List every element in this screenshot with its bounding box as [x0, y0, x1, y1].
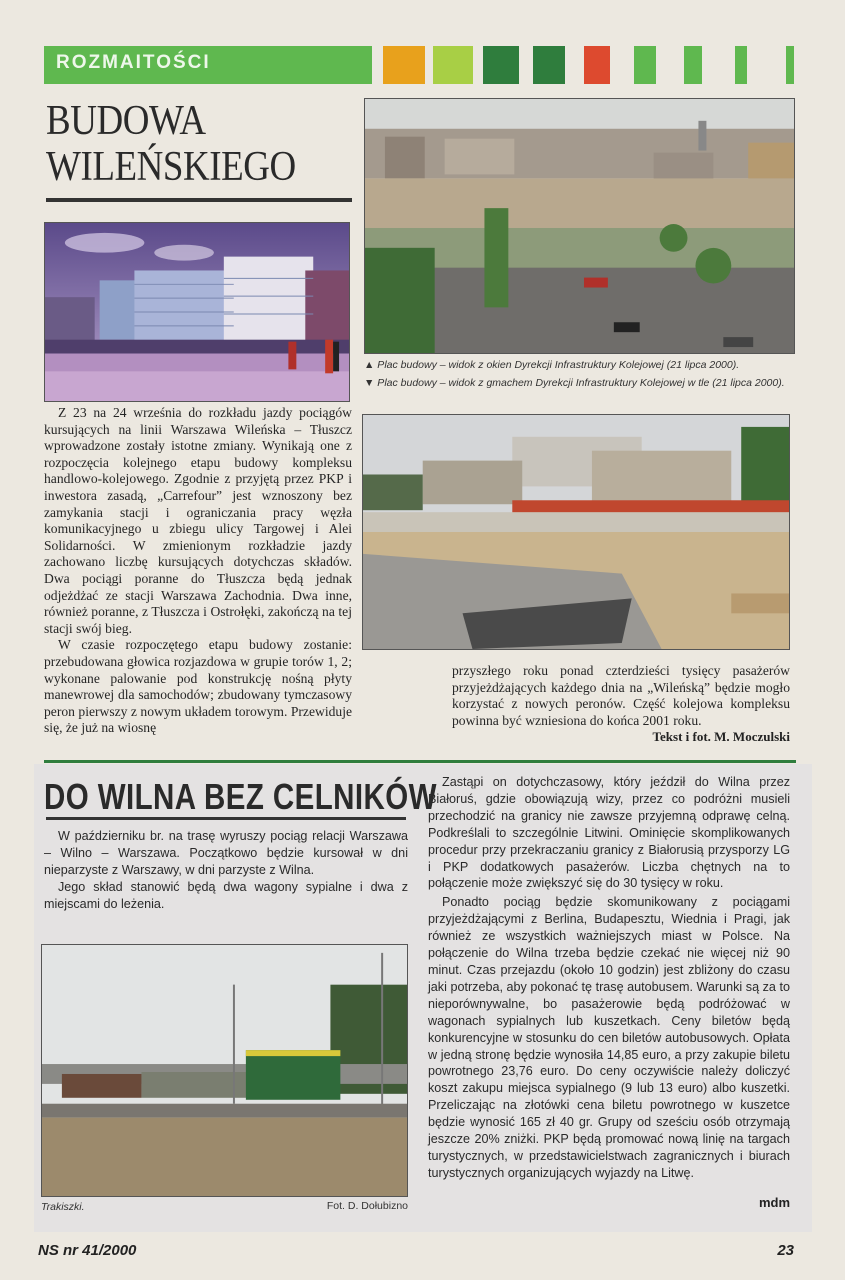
- architectural-rendering-image: [44, 222, 350, 402]
- color-square: [684, 46, 702, 84]
- train-photo: [41, 944, 408, 1197]
- color-square: [433, 46, 473, 84]
- article1-paragraph-2: W czasie rozpoczętego etapu budowy zostanie: przebudowana głowica rozjazdowa w grupie torów 1, 2; wykonane palowanie pod konstrukcję nośną płyty manewrowej dla samochodów; zbudowany tymczasowy peron pierwszy z nowym układem torowym. Przewiduje się, że już na wiosnę: [44, 637, 352, 736]
- construction-site-photo: [364, 98, 795, 354]
- section-divider: [44, 760, 796, 763]
- article2-column-right: [428, 774, 790, 1182]
- issue-number: NS nr 41/2000: [38, 1242, 137, 1259]
- headline-line-1: BUDOWA: [46, 98, 206, 144]
- article2-headline-rule: [46, 817, 406, 820]
- article2-paragraph-1: W październiku br. na trasę wyruszy pociąg relacji Warszawa – Wilno – Warszawa. Początkowo będzie kursował w dni nieparzyste z Warszawy, w dni parzyste z Wilna.: [44, 829, 408, 877]
- article2-paragraph-3: Zastąpi on dotychczasowy, który jeździł do Wilna przez Białoruś, gdzie obowiązują wizy, przez co podróżni musieli przechodzić na granicy nie zawsze przyjemną odprawę celną. Podkreślali to szczególnie Litwini. Ominięcie skomplikowanych procedur przy przekraczaniu granicy z Białorusią przysporzy LG i PKP dodatkowych pasażerów. Liczba chętnych na to połączenie może zwiększyć się do 30 tysięcy w roku.: [428, 775, 790, 891]
- article1-column-right: [452, 663, 790, 729]
- color-square: [584, 46, 610, 84]
- color-square: [533, 46, 565, 84]
- article1-paragraph-1: Z 23 na 24 września do rozkładu jazdy pociągów kursujących na linii Warszawa Wileńska – Tłuszcz wprowadzone zostały istotne zmiany. Wynikają one z rozpoczęcia kolejnego etapu budowy kompleksu handlowo-kolejowego. Zgodnie z przyjętą przez PKP i inwestora zasadą, „Carrefour” jest wznoszony bez zamykania stacji i ograniczania pracy węzła komunikacyjnego u zbiegu ulicy Targowej i Alei Solidarności. W zmienionym rozkładzie jazdy zachowano liczbę kursujących dotychczas składów. Dwa pociągi poranne do Tłuszcza będą jednak odjeżdżać ze stacji Warszawa Zachodnia. Dwa inne, również poranne, z Tłuszcza i Ostrołęki, zakończą na tej stacji swój bieg.: [44, 405, 352, 636]
- article2-intro: [44, 828, 408, 913]
- headline-rule: [46, 198, 352, 202]
- bottom-photo-caption: ▼ Plac budowy – widok z gmachem Dyrekcji Infrastruktury Kolejowej w tle (21 lipca 2000).: [364, 377, 785, 389]
- page-number: 23: [777, 1242, 794, 1259]
- train-photo-caption: Trakiszki.: [41, 1201, 85, 1213]
- color-square: [634, 46, 656, 84]
- article2-paragraph-4: Ponadto pociąg będzie skomunikowany z pociągami przyjeżdżającymi z Berlina, Budapesztu, Wiednia i Pragi, jak również ze wszystkich ważniejszych miast w Polsce. Na połączenie do Wilna trzeba będzie czekać nie więcej niż 90 minut. Czas przejazdu (około 10 godzin) jest zbliżony do czasu jaki potrzeba, aby pokonać tę trasę autobusem. Warunki są za to nieporównywalne, bo pasażerowie będą podróżować w wagonach sypialnych lub kuszetkach. Ceny biletów będą konkurencyjne w stosunku do cen biletów autobusowych. Opłata w jedną stronę będzie wynosiła 14,85 euro, a przy zakupie biletu powrotnego 23,76 euro. Do ceny oczywiście należy doliczyć koszt zakupu miejsca sypialnego (9 lub 13 euro) albo kuszetki. Przeliczając na złotówki cena biletu powrotnego w kuszetce będzie wynosić 165 zł 40 gr. Grupy od sześciu osób otrzymają jeszcze 20% zniżki. PKP będą promować nową linię na targach turystycznych, w przedstawicielstwach zagranicznych i biurach turystycznych organizujących wyjazdy na Litwę.: [428, 895, 790, 1180]
- article2-headline: DO WILNA BEZ CELNIKÓW: [44, 776, 437, 817]
- top-photo-caption: ▲ Plac budowy – widok z okien Dyrekcji Infrastruktury Kolejowej (21 lipca 2000).: [364, 359, 740, 371]
- color-square: [483, 46, 519, 84]
- article2-author: mdm: [758, 1195, 790, 1210]
- color-square: [786, 46, 794, 84]
- article1-credit: Tekst i fot. M. Moczulski: [652, 729, 790, 744]
- article2-paragraph-2: Jego skład stanowić będą dwa wagony sypialne i dwa z miejscami do leżenia.: [44, 879, 408, 911]
- headline: [46, 98, 319, 190]
- color-square: [735, 46, 747, 84]
- construction-site-photo-2: [362, 414, 790, 650]
- section-label: ROZMAITOŚCI: [44, 46, 372, 84]
- color-square: [383, 46, 425, 84]
- article1-column-left: [44, 405, 352, 737]
- article1-paragraph-3: przyszłego roku ponad czterdzieści tysięcy pasażerów przyjeżdżających każdego dnia na „Wileńską” będzie mogło korzystać z nowych peronów. Część kolejowa kompleksu powinna być wzniesiona do końca 2001 roku.: [452, 663, 790, 728]
- train-photo-credit: Fot. D. Dołubizno: [326, 1200, 408, 1212]
- headline-line-2: WILEŃSKIEGO: [46, 144, 296, 190]
